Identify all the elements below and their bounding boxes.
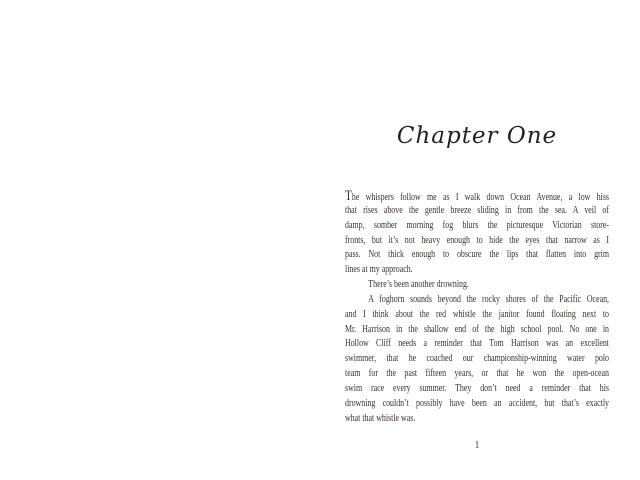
body-text-block <box>345 189 609 427</box>
body-line: There’s been another drowning. <box>368 279 469 291</box>
page-number: 1 <box>474 440 480 451</box>
body-line: what that whistle was. <box>345 412 416 424</box>
body-line <box>345 189 609 204</box>
body-line: Mr. Harrison in the shallow end of the high school pool. No one in <box>345 323 610 335</box>
raised-initial-cap: T <box>345 188 352 204</box>
body-line-text: he whispers follow me as I walk down Ocean Avenue, a low hiss <box>351 192 610 203</box>
body-line: Hollow Cliff needs a reminder that Tom Harrison was an excellent <box>345 338 610 350</box>
body-line: and I think about the red whistle the janitor found floating next to <box>345 308 610 320</box>
chapter-title: Chapter One <box>396 123 558 149</box>
body-line: pass. Not thick enough to obscure the lips that flatten into grim <box>345 249 610 261</box>
body-line: drowning couldn’t possibly have been an accident, but that’s exactly <box>345 397 610 409</box>
body-line: A foghorn sounds beyond the rocky shores of the Pacific Ocean, <box>368 293 610 305</box>
body-line: lines at my approach. <box>345 264 413 276</box>
body-line: that rises above the gentle breeze sliding in from the sea. A veil of <box>345 204 610 216</box>
body-line: damp, somber morning fog blurs the picturesque Victorian store- <box>345 219 610 231</box>
body-line: fronts, but it’s not heavy enough to hide the eyes that narrow as I <box>345 234 610 246</box>
body-line: team for the past fifteen years, or that he won the open-ocean <box>345 368 610 380</box>
body-line: swimmer, that he coached our championship-winning water polo <box>345 353 610 365</box>
body-line: swim race every summer. They don’t need a reminder that his <box>345 382 610 394</box>
